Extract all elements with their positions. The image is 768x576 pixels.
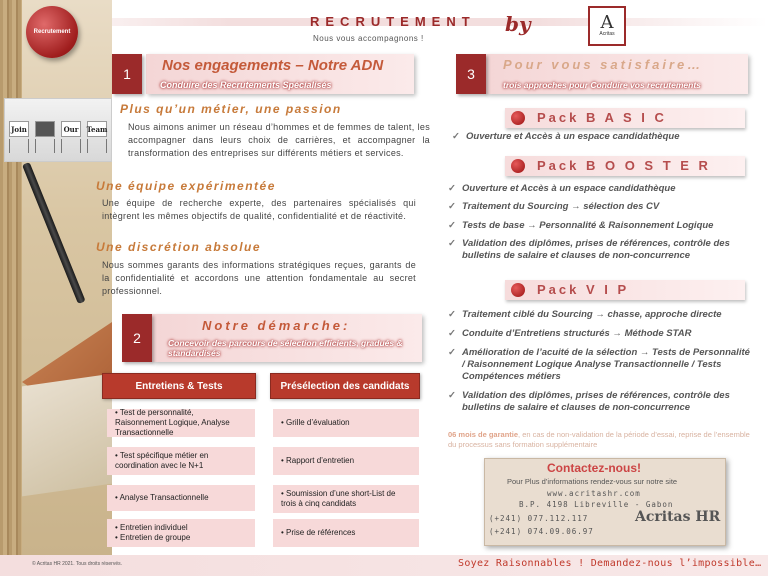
pack-booster xyxy=(505,156,745,176)
newspaper-illustration xyxy=(22,374,112,497)
section3-subtitle: trois approches pour Conduire vos recrutements xyxy=(503,80,701,90)
chair-join: Join xyxy=(9,121,29,137)
pack-booster-item-4: ✓ Validation des diplômes, prises de références, contrôle des bulletins de salaire et clauses de non-concurrence xyxy=(448,238,730,261)
cell-entretiens-3: • Analyse Transactionnelle xyxy=(107,485,255,511)
check-icon: ✓ xyxy=(448,309,456,320)
logo-text: Acritas xyxy=(599,31,615,37)
contact-card xyxy=(484,458,726,546)
contact-info-line: Pour Plus d’informations rendez-vous sur notre site xyxy=(507,477,678,486)
contact-address: B.P. 4198 Libreville - Gabon xyxy=(519,500,674,509)
block-heading-discretion: Une discrétion absolue xyxy=(96,240,262,254)
check-icon: ✓ xyxy=(448,201,456,212)
footer-slogan: Soyez Raisonnables ! Demandez-nous l’impossible… xyxy=(458,558,762,569)
page-title: RECRUTEMENT xyxy=(310,14,476,29)
cell-preselection-1: • Grille d’évaluation xyxy=(273,409,419,437)
pack-basic xyxy=(505,108,745,128)
section1-title: Nos engagements – Notre ADN xyxy=(162,57,384,74)
footer-copyright: © Acritas HR 2021. Tous droits réservés. xyxy=(32,561,123,567)
wood-texture xyxy=(0,0,22,555)
check-icon: ✓ xyxy=(448,347,456,358)
section1-number: 1 xyxy=(112,54,142,94)
block-text-equipe: Une équipe de recherche experte, des partenaires spécialisés qui intègrent les mêmes objectifs de qualité, confidentialité et de réactivité. xyxy=(102,198,416,221)
pack-vip xyxy=(505,280,745,300)
pack-basic-bullet-icon xyxy=(511,111,525,125)
check-icon: ✓ xyxy=(448,238,456,249)
section2-subtitle: Concevoir des parcours de sélection efficients, gradués & standardisés xyxy=(168,338,403,358)
check-icon: ✓ xyxy=(448,183,456,194)
column-header-preselection: Présélection des candidats xyxy=(270,373,420,399)
pack-booster-label: Pack B O O S T E R xyxy=(537,158,711,173)
check-icon: ✓ xyxy=(452,131,460,142)
guarantee-note xyxy=(448,430,758,450)
recrutement-badge xyxy=(26,6,78,58)
pack-vip-label: Pack V I P xyxy=(537,282,630,297)
cell-preselection-3: • Soumission d’une short-List de trois à cinq candidats xyxy=(273,485,419,513)
column-header-entretiens: Entretiens & Tests xyxy=(102,373,256,399)
acritas-logo xyxy=(588,6,626,46)
block-heading-equipe: Une équipe expérimentée xyxy=(96,179,276,193)
section3-number: 3 xyxy=(456,54,486,94)
cell-entretiens-1: • Test de personnalité, Raisonnement Logique, Analyse Transactionnelle xyxy=(107,409,255,437)
section2-number: 2 xyxy=(122,314,152,362)
cell-entretiens-2: • Test spécifique métier en coordination avec le N+1 xyxy=(107,447,255,475)
pack-vip-bullet-icon xyxy=(511,283,525,297)
contact-phone-2: (+241) 074.09.06.97 xyxy=(489,527,594,536)
contact-website[interactable]: www.acritashr.com xyxy=(547,489,641,498)
cell-preselection-2: • Rapport d’entretien xyxy=(273,447,419,475)
pack-vip-item-1: ✓ Traitement ciblé du Sourcing → chasse, approche directe xyxy=(448,309,722,320)
chair-team: Team xyxy=(87,121,107,137)
pack-booster-bullet-icon xyxy=(511,159,525,173)
block-text-discretion: Nous sommes garants des informations stratégiques reçues, garants de la confidentialité et accordons une attention fondamentale au secret professionnel. xyxy=(102,260,416,296)
pack-vip-item-2: ✓ Conduite d’Entretiens structurés → Méthode STAR xyxy=(448,328,692,339)
guarantee-bold: 06 mois de garantie xyxy=(448,430,519,439)
pack-booster-item-2: ✓ Traitement du Sourcing → sélection des CV xyxy=(448,201,660,212)
section1-subtitle: Conduire des Recrutements Spécialisés xyxy=(160,80,332,90)
acritas-hr-logo: Acritas HR xyxy=(635,509,721,525)
by-label: by xyxy=(505,12,531,36)
page-subtitle: Nous vous accompagnons ! xyxy=(313,34,424,43)
pack-booster-item-1: ✓ Ouverture et Accès à un espace candidathèque xyxy=(448,183,676,194)
contact-title: Contactez-nous! xyxy=(547,461,641,475)
pack-booster-item-3: ✓ Tests de base → Personnalité & Raisonnement Logique xyxy=(448,220,714,231)
section3-title: Pour vous satisfaire… xyxy=(503,57,704,72)
cell-preselection-4: • Prise de références xyxy=(273,519,419,547)
logo-initial: A xyxy=(600,12,614,33)
check-icon: ✓ xyxy=(448,220,456,231)
pack-vip-item-4: ✓ Validation des diplômes, prises de références, contrôle des bulletins de salaire et clauses de non-concurrence xyxy=(448,390,730,413)
check-icon: ✓ xyxy=(448,390,456,401)
cell-entretiens-4: • Entretien individuel • Entretien de groupe xyxy=(107,519,255,547)
section2-title: Notre démarche: xyxy=(202,318,351,333)
block-heading-passion: Plus qu’un métier, une passion xyxy=(120,102,342,116)
chair-our: Our xyxy=(61,121,81,137)
guarantee-text: , en cas de non-validation de la période d’essai, reprise de l’ensemble du processus sans formation supplémentaire xyxy=(448,430,750,449)
block-text-passion: Nous aimons animer un réseau d’hommes et de femmes de talent, les accompagner dans leurs choix de carrières, et accompagner la transformation des entreprises sur différents métiers et services. xyxy=(128,122,430,158)
pack-vip-item-3: ✓ Amélioration de l’acuité de la sélection → Tests de Personnalité / Raisonnement Logique Analyse Transactionnelle / Tests Compétences métiers xyxy=(448,347,750,382)
contact-phone-1: (+241) 077.112.117 xyxy=(489,514,589,523)
pack-basic-item-1: ✓ Ouverture et Accès à un espace candidathèque xyxy=(452,131,680,142)
chair-empty xyxy=(35,121,55,137)
pack-basic-label: Pack B A S I C xyxy=(537,110,667,125)
badge-label: Recrutement xyxy=(33,29,71,35)
join-our-team-photo xyxy=(4,98,112,162)
check-icon: ✓ xyxy=(448,328,456,339)
